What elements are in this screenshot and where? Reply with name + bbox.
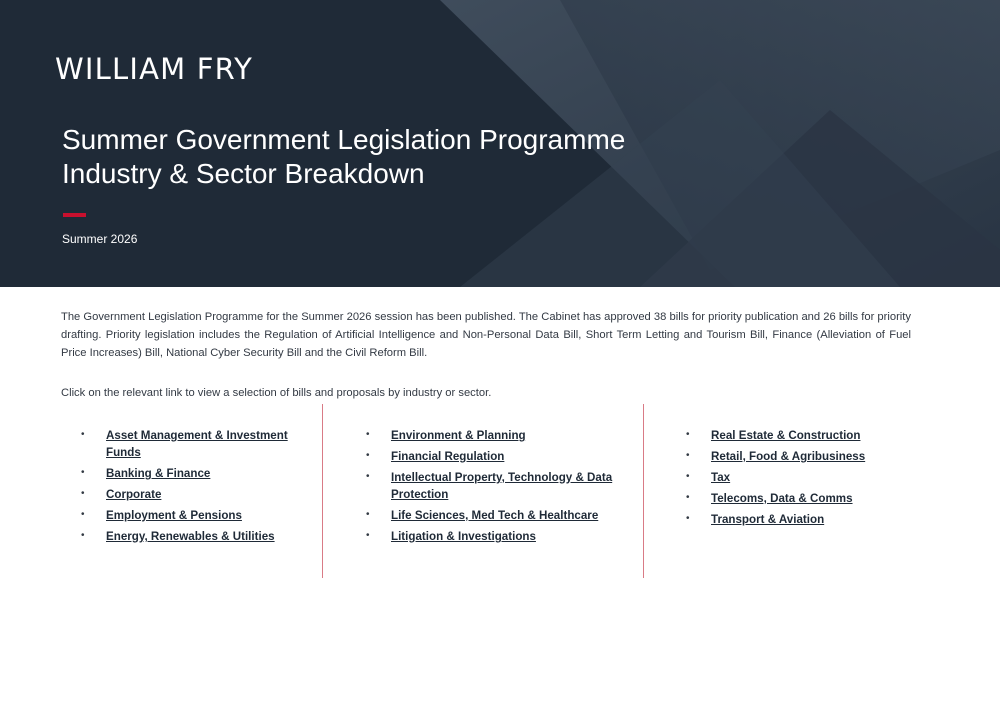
sector-link-banking[interactable]: Banking & Finance: [106, 467, 211, 480]
list-item: [366, 427, 616, 444]
bullet-icon: •: [366, 509, 370, 520]
sector-link-tax[interactable]: Tax: [711, 471, 731, 484]
column-divider-1: [322, 404, 323, 578]
page-title: [62, 123, 625, 191]
sector-link-employment[interactable]: Employment & Pensions: [106, 509, 242, 522]
bullet-icon: •: [81, 467, 85, 478]
bullet-icon: •: [686, 471, 690, 482]
sector-link-corporate[interactable]: Corporate: [106, 488, 162, 501]
bullet-icon: •: [366, 429, 370, 440]
sector-link-energy[interactable]: Energy, Renewables & Utilities: [106, 530, 275, 543]
list-item: [81, 465, 313, 482]
bullet-icon: •: [81, 509, 85, 520]
logo: WILLIAM FRY: [55, 52, 254, 86]
list-item: [81, 507, 313, 524]
bullet-icon: •: [366, 530, 370, 541]
bullet-icon: •: [81, 429, 85, 440]
sector-list-column-2: [366, 427, 616, 549]
list-item: [686, 490, 936, 507]
bullet-icon: •: [686, 513, 690, 524]
column-divider-2: [643, 404, 644, 578]
sector-link-environment[interactable]: Environment & Planning: [391, 429, 526, 442]
list-item: [366, 448, 616, 465]
list-item: [81, 427, 313, 461]
list-item: [81, 486, 313, 503]
bullet-icon: •: [686, 450, 690, 461]
sector-link-retail[interactable]: Retail, Food & Agribusiness: [711, 450, 866, 463]
bullet-icon: •: [686, 429, 690, 440]
sector-link-financial-regulation[interactable]: Financial Regulation: [391, 450, 505, 463]
bullet-icon: •: [366, 450, 370, 461]
list-item: [686, 511, 936, 528]
sector-link-telecoms[interactable]: Telecoms, Data & Comms: [711, 492, 853, 505]
sector-link-litigation[interactable]: Litigation & Investigations: [391, 530, 536, 543]
title-line-2: Industry & Sector Breakdown: [62, 158, 425, 189]
sector-link-asset-management[interactable]: Asset Management & Investment Funds: [106, 429, 288, 459]
list-item: [81, 528, 313, 545]
accent-bar: [63, 213, 86, 217]
list-item: [366, 528, 616, 545]
bullet-icon: •: [81, 530, 85, 541]
list-item: [686, 448, 936, 465]
bullet-icon: •: [366, 471, 370, 482]
sector-list-column-1: [81, 427, 313, 549]
bullet-icon: •: [686, 492, 690, 503]
hero-banner: [0, 0, 1000, 287]
sector-link-life-sciences[interactable]: Life Sciences, Med Tech & Healthcare: [391, 509, 599, 522]
publication-date: Summer 2026: [62, 232, 138, 246]
list-item: [366, 507, 616, 524]
list-item: [366, 469, 616, 503]
title-line-1: Summer Government Legislation Programme: [62, 124, 626, 155]
list-item: [686, 469, 936, 486]
intro-paragraph: The Government Legislation Programme for the Summer 2026 session has been published. The Cabinet has approved 38 bills for priority publication and 26 bills for priority drafting. Priority legislation includes the Regulation of Artificial Intelligence and Non-Personal Data Bill, Short Term Letting and Tourism Bill, Finance (Alleviation of Fuel Price Increases) Bill, National Cyber Security Bill and the Civil Reform Bill.: [61, 311, 911, 359]
sector-list-column-3: [686, 427, 936, 532]
instruction-text: Click on the relevant link to view a selection of bills and proposals by industry or sector.: [61, 387, 492, 399]
sector-link-intellectual-property[interactable]: Intellectual Property, Technology & Data Protection: [391, 471, 613, 501]
sector-link-real-estate[interactable]: Real Estate & Construction: [711, 429, 861, 442]
bullet-icon: •: [81, 488, 85, 499]
list-item: [686, 427, 936, 444]
sector-link-transport[interactable]: Transport & Aviation: [711, 513, 825, 526]
